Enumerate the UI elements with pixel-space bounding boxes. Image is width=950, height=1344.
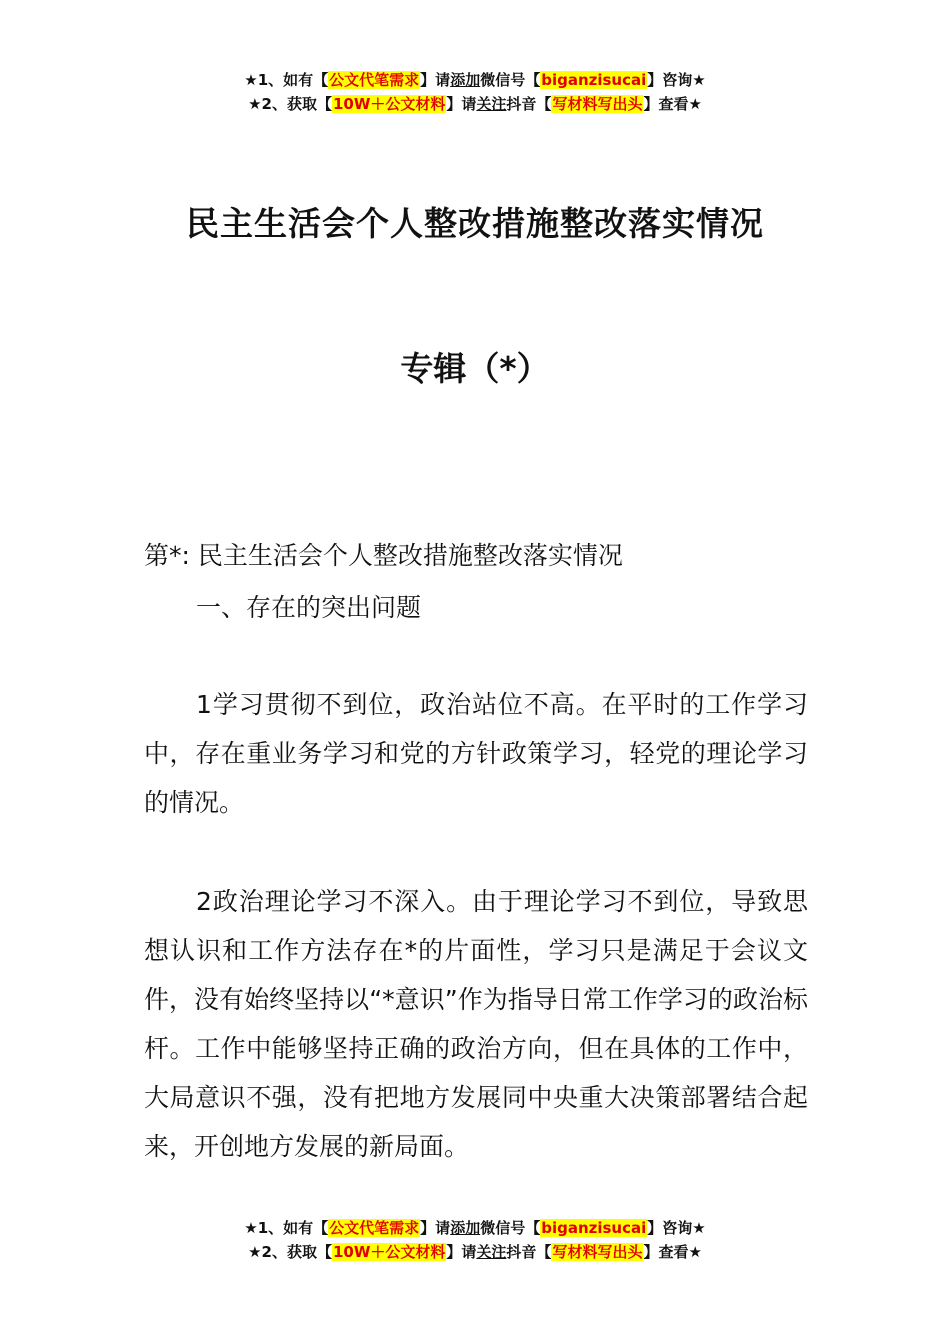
document-subtitle: 专辑（*） (400, 349, 550, 388)
banner-text: ★2、获取【 (248, 1243, 332, 1261)
document-title: 民主生活会个人整改措施整改落实情况 (186, 204, 764, 243)
banner-text: 】请 (420, 1219, 451, 1237)
banner-highlight: 10W＋公文材料 (332, 95, 446, 113)
banner-line-2 (0, 1240, 950, 1264)
banner-highlight: 写材料写出头 (552, 95, 643, 113)
banner-text: ★1、如有【 (244, 1219, 329, 1237)
banner-line-1 (0, 1216, 950, 1240)
banner-text: 】咨询★ (647, 71, 706, 89)
banner-highlight: biganzisucai (541, 71, 647, 89)
banner-text: ★2、获取【 (248, 95, 332, 113)
section-heading: 第*: 民主生活会个人整改措施整改落实情况 (144, 541, 623, 570)
banner-highlight: 公文代笔需求 (329, 71, 420, 89)
banner-underlined: 添加 (450, 1219, 481, 1237)
banner-text: 】请 (446, 1243, 477, 1261)
banner-text: 】请 (446, 95, 477, 113)
header-banner (0, 68, 950, 116)
banner-text: 】咨询★ (647, 1219, 706, 1237)
banner-underlined: 关注 (476, 95, 507, 113)
banner-underlined: 添加 (450, 71, 481, 89)
banner-text: 】查看★ (643, 95, 702, 113)
banner-highlight: 公文代笔需求 (329, 1219, 420, 1237)
banner-highlight: 写材料写出头 (552, 1243, 643, 1261)
footer-banner (0, 1216, 950, 1264)
banner-line-1 (0, 68, 950, 92)
banner-text: 】请 (420, 71, 451, 89)
banner-text: 微信号【 (480, 1219, 541, 1237)
subheading: 一、存在的突出问题 (196, 593, 422, 622)
banner-highlight: 10W＋公文材料 (332, 1243, 446, 1261)
banner-text: 微信号【 (480, 71, 541, 89)
banner-line-2 (0, 92, 950, 116)
banner-underlined: 关注 (476, 1243, 507, 1261)
banner-text: 抖音【 (506, 95, 552, 113)
banner-highlight: biganzisucai (541, 1219, 647, 1237)
paragraph-2: 2政治理论学习不深入。由于理论学习不到位，导致思想认识和工作方法存在*的片面性，学习只是满足于会议文件，没有始终坚持以“*意识”作为指导日常工作学习的政治标杆。工作中能够坚持正确的政治方向，但在具体的工作中，大局意识不强，没有把地方发展同中央重大决策部署结合起来，开创地方发展的新局面。 (144, 887, 808, 1161)
paragraph-1: 1学习贯彻不到位，政治站位不高。在平时的工作学习中，存在重业务学习和党的方针政策学习，轻党的理论学习的情况。 (144, 690, 808, 817)
banner-text: ★1、如有【 (244, 71, 329, 89)
banner-text: 抖音【 (506, 1243, 552, 1261)
banner-text: 】查看★ (643, 1243, 702, 1261)
